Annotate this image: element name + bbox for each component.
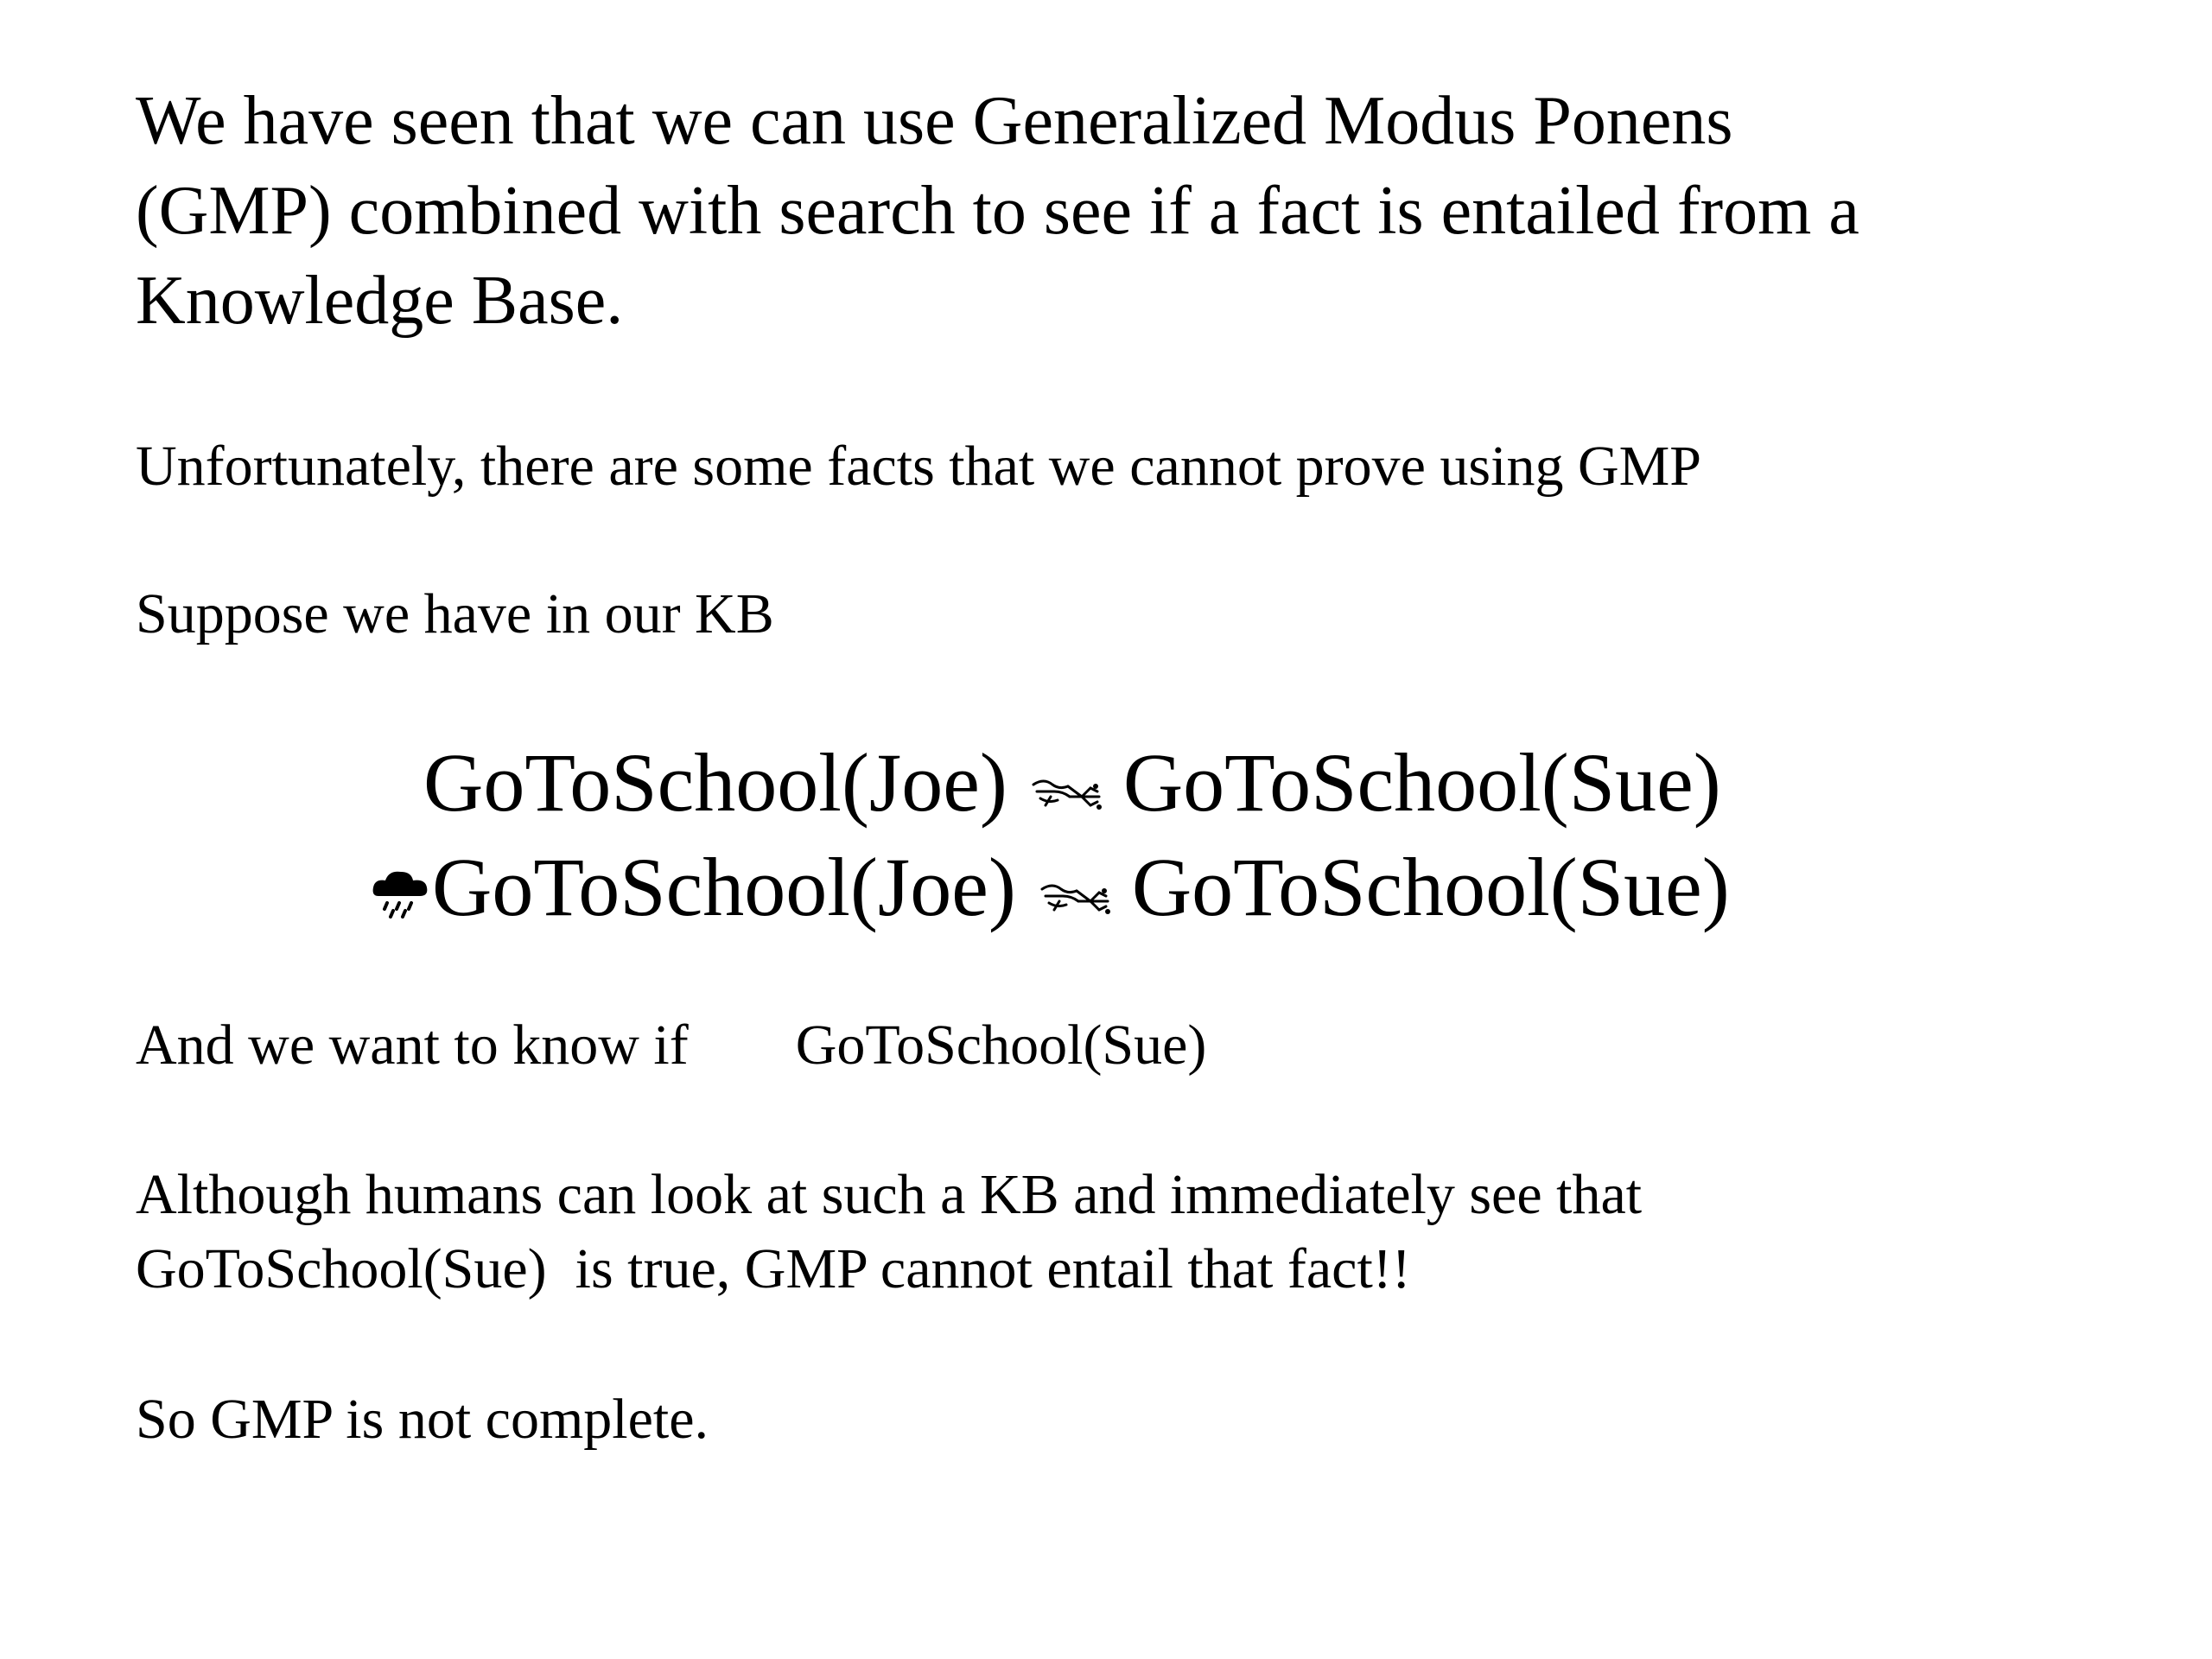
although-line-2: GoToSchool(Sue) is true, GMP cannot entail that fact!! — [136, 1237, 1411, 1300]
implies-icon — [1028, 734, 1103, 838]
rule-1-antecedent: GoToSchool(Joe) — [423, 736, 1007, 829]
intro-line-1: We have seen that we can use Generalized Modus Ponens — [136, 83, 1733, 159]
although-paragraph — [136, 1158, 1642, 1306]
intro-paragraph — [136, 76, 1859, 346]
although-line-1: Although humans can look at such a KB and immediately see that — [136, 1163, 1643, 1226]
rule-2-consequent: GoToSchool(Sue) — [1131, 841, 1730, 933]
implies-icon — [1037, 838, 1111, 943]
intro-line-2: (GMP) combined with search to see if a fact is entailed from a — [136, 173, 1859, 249]
rule-2-antecedent: GoToSchool(Joe) — [432, 841, 1016, 933]
suppose-paragraph: Suppose we have in our KB — [136, 582, 774, 645]
unfortunately-paragraph: Unfortunately, there are some facts that we cannot prove using GMP — [136, 435, 1702, 498]
negation-icon — [368, 838, 432, 943]
intro-line-3: Knowledge Base. — [136, 263, 624, 339]
rule-1-consequent: GoToSchool(Sue) — [1122, 736, 1721, 829]
query-fact: GoToSchool(Sue) — [795, 1014, 1207, 1077]
kb-rule-1 — [423, 730, 1721, 843]
query-paragraph — [136, 1008, 1206, 1083]
conclusion-paragraph: So GMP is not complete. — [136, 1388, 709, 1451]
query-prefix: And we want to know if — [136, 1014, 689, 1077]
kb-rule-2 — [368, 835, 1730, 948]
